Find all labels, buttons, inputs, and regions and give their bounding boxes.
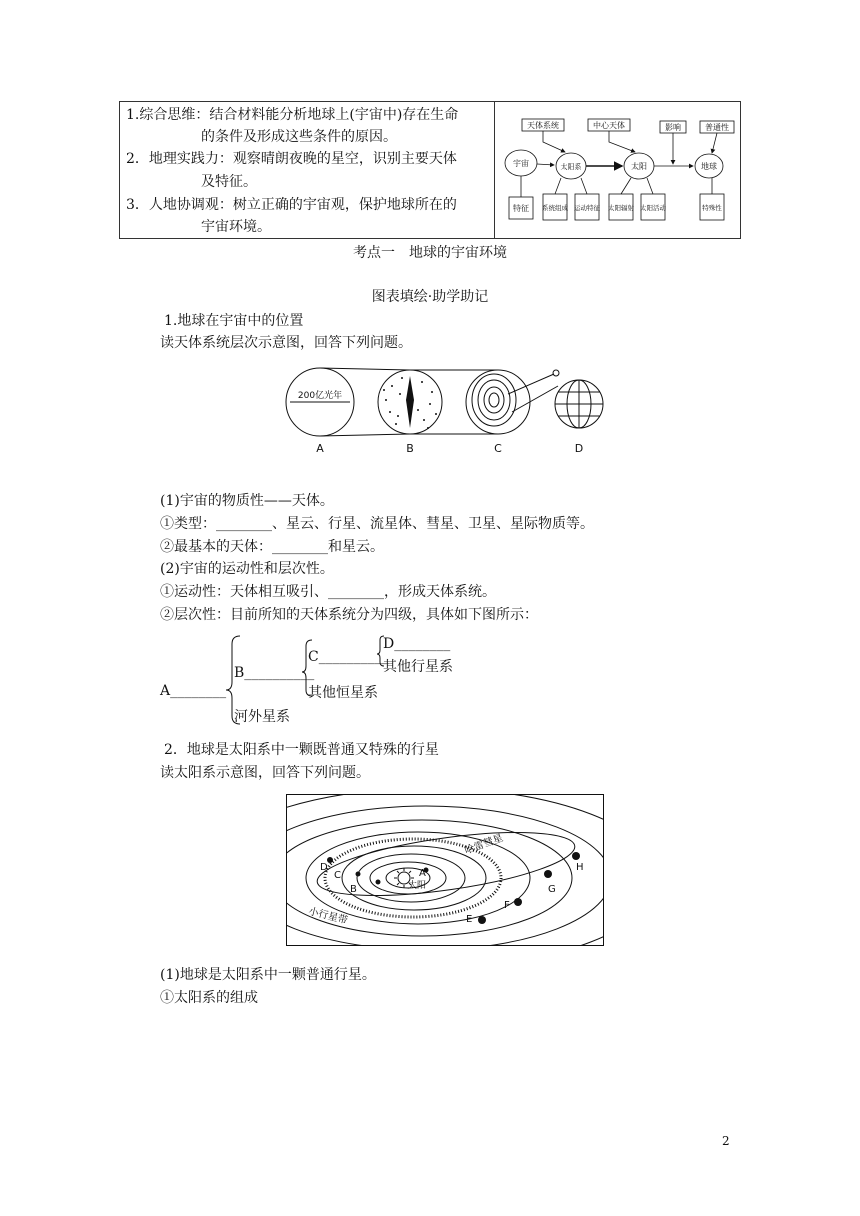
sun-label: 太阳 [408, 881, 427, 891]
map-circle-label: 地球 [701, 162, 717, 171]
goal-1-line1: 1.综合思维：结合材料能分析地球上(宇宙中)存在生命 [126, 107, 459, 123]
map-top-label: 影响 [665, 123, 681, 132]
scale-label: 200亿光年 [297, 391, 343, 401]
map-top-label: 普通性 [705, 123, 729, 132]
hierarchy-other-planet: 其他行星系 [383, 659, 453, 675]
map-bottom-label: 特殊性 [702, 204, 722, 212]
part2-q1-composition: ①太阳系的组成 [160, 990, 258, 1006]
goal-3-line2: 宇宙环境。 [201, 219, 271, 235]
fig-label-a: A [316, 442, 324, 455]
planet-f: F [504, 900, 510, 911]
section-title: 考点一 地球的宇宙环境 [353, 245, 507, 261]
part2-instruction: 读太阳系示意图，回答下列问题。 [160, 765, 370, 781]
goal-1-line2: 的条件及形成这些条件的原因。 [201, 129, 397, 145]
map-bottom-label: 特征 [513, 204, 529, 213]
goal-3-line1: 3．人地协调观：树立正确的宇宙观，保护地球所在的 [126, 197, 457, 213]
map-bottom-label: 运动特征 [574, 204, 600, 212]
solar-system-figure [286, 794, 604, 946]
map-circle-label: 太阳系 [560, 163, 582, 171]
concept-map [495, 104, 739, 236]
comet-label: 哈雷彗星 [463, 832, 505, 857]
planet-b: B [350, 884, 357, 895]
q1-types: ①类型：________、星云、行星、流星体、彗星、卫星、星际物质等。 [160, 516, 594, 532]
planet-d: D [320, 862, 328, 873]
hierarchy-d: D________ [383, 636, 451, 652]
q1-heading: (1)宇宙的物质性——天体。 [160, 493, 334, 509]
page-number: 2 [722, 1134, 730, 1148]
map-top-label: 天体系统 [527, 121, 559, 130]
map-circle-label: 宇宙 [513, 159, 529, 168]
part1-heading: 1.地球在宇宙中的位置 [164, 313, 304, 329]
circle-c [466, 370, 530, 434]
q1-basic: ②最基本的天体：________和星云。 [160, 539, 384, 555]
part1-instruction: 读天体系统层次示意图，回答下列问题。 [160, 335, 412, 351]
goal-2-line2: 及特征。 [201, 174, 257, 190]
goal-2-line1: 2．地理实践力：观察晴朗夜晚的星空，识别主要天体 [126, 151, 457, 167]
fig-label-c: C [494, 442, 502, 455]
map-top-label: 中心天体 [593, 121, 625, 130]
sub-title: 图表填绘·助学助记 [371, 289, 489, 305]
fig-label-d: D [574, 442, 584, 455]
q2-heading: (2)宇宙的运动性和层次性。 [160, 561, 334, 577]
hierarchy-c: C__________ [308, 649, 389, 665]
map-bottom-label: 系统组成 [542, 204, 568, 212]
hierarchy-b: B__________ [234, 665, 315, 681]
planet-e: E [466, 914, 473, 925]
hierarchy-other-star: 其他恒星系 [308, 685, 378, 701]
planet-h: H [576, 862, 584, 873]
fig-label-b: B [406, 442, 414, 455]
celestial-system-figure [282, 364, 612, 460]
map-bottom-label: 太阳活动 [640, 204, 666, 212]
hierarchy-a: A________ [160, 683, 227, 699]
part2-heading: 2．地球是太阳系中一颗既普通又特殊的行星 [164, 742, 439, 758]
planet-c: C [334, 870, 341, 881]
hierarchy-outer-galaxy: 河外星系 [234, 709, 290, 725]
planet-g: G [548, 884, 556, 895]
part2-q1: (1)地球是太阳系中一颗普通行星。 [160, 967, 376, 983]
map-bottom-label: 太阳辐射 [608, 204, 634, 212]
belt-label: 小行星带 [307, 906, 349, 927]
map-circle-label: 太阳 [631, 162, 647, 171]
q2-motion: ①运动性：天体相互吸引、________，形成天体系统。 [160, 584, 496, 600]
q2-levels: ②层次性：目前所知的天体系统分为四级，具体如下图所示： [160, 607, 538, 623]
planet-a: A [419, 868, 426, 879]
